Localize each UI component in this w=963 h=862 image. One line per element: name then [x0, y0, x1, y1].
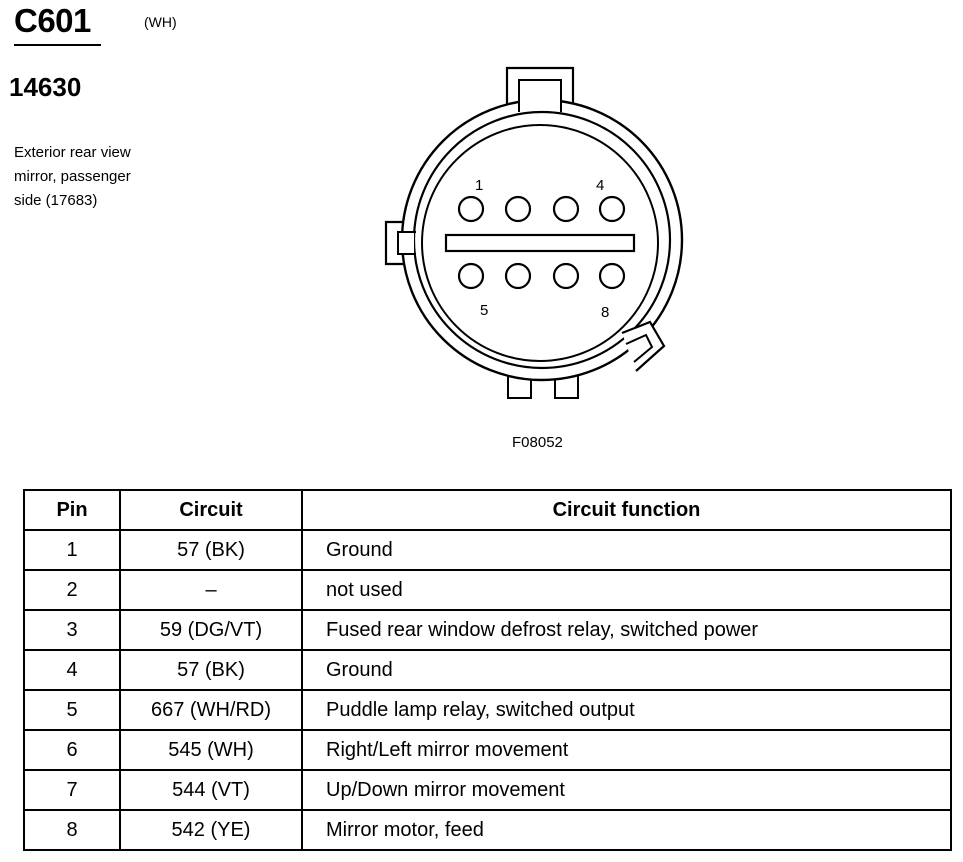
- pin-label-1: 1: [475, 177, 484, 194]
- cavity-1: [459, 197, 483, 221]
- cavity-2: [506, 197, 530, 221]
- figure-code: F08052: [512, 434, 563, 451]
- pin-cell: 7: [24, 770, 120, 810]
- function-cell: Fused rear window defrost relay, switched power: [302, 610, 951, 650]
- cavity-7: [554, 264, 578, 288]
- function-cell: Right/Left mirror movement: [302, 730, 951, 770]
- circuit-cell: 57 (BK): [120, 650, 302, 690]
- pin-cell: 6: [24, 730, 120, 770]
- cavity-5: [459, 264, 483, 288]
- connector-description: [14, 141, 184, 213]
- pin-cell: 5: [24, 690, 120, 730]
- cavity-6: [506, 264, 530, 288]
- pin-cell: 1: [24, 530, 120, 570]
- function-cell: Puddle lamp relay, switched output: [302, 690, 951, 730]
- function-cell: Ground: [302, 530, 951, 570]
- pin-cell: 8: [24, 810, 120, 850]
- table-header-row: [24, 490, 951, 530]
- description-line-3: side (17683): [14, 192, 98, 209]
- cavity-3: [554, 197, 578, 221]
- pin-label-4: 4: [596, 177, 605, 194]
- center-separator: [446, 235, 634, 251]
- function-cell: Up/Down mirror movement: [302, 770, 951, 810]
- part-number: 14630: [9, 72, 82, 102]
- function-cell: Mirror motor, feed: [302, 810, 951, 850]
- cavity-8: [600, 264, 624, 288]
- connector-face-diagram: [370, 60, 690, 410]
- description-line-1: Exterior rear view: [14, 144, 131, 161]
- connector-id-underline: [14, 44, 101, 46]
- table-row: [24, 570, 951, 610]
- circuit-cell: –: [120, 570, 302, 610]
- circuit-cell: 545 (WH): [120, 730, 302, 770]
- table-row: [24, 730, 951, 770]
- pin-label-8: 8: [601, 304, 610, 321]
- header-circuit: Circuit: [120, 490, 302, 530]
- circuit-cell: 57 (BK): [120, 530, 302, 570]
- function-cell: Ground: [302, 650, 951, 690]
- function-cell: not used: [302, 570, 951, 610]
- table-row: [24, 770, 951, 810]
- table-row: [24, 610, 951, 650]
- pin-cell: 3: [24, 610, 120, 650]
- pinout-table: [23, 489, 952, 851]
- description-line-2: mirror, passenger: [14, 168, 131, 185]
- circuit-cell: 544 (VT): [120, 770, 302, 810]
- pin-cell: 2: [24, 570, 120, 610]
- pin-label-5: 5: [480, 302, 489, 319]
- table-row: [24, 530, 951, 570]
- header-circuit-function: Circuit function: [302, 490, 951, 530]
- keyway-outer: [622, 322, 664, 371]
- connector-color: (WH): [144, 14, 177, 30]
- table-row: [24, 690, 951, 730]
- header-pin: Pin: [24, 490, 120, 530]
- cavity-4: [600, 197, 624, 221]
- pin-cell: 4: [24, 650, 120, 690]
- circuit-cell: 667 (WH/RD): [120, 690, 302, 730]
- table-row: [24, 650, 951, 690]
- circuit-cell: 542 (YE): [120, 810, 302, 850]
- connector-id: C601: [14, 2, 91, 39]
- table-row: [24, 810, 951, 850]
- circuit-cell: 59 (DG/VT): [120, 610, 302, 650]
